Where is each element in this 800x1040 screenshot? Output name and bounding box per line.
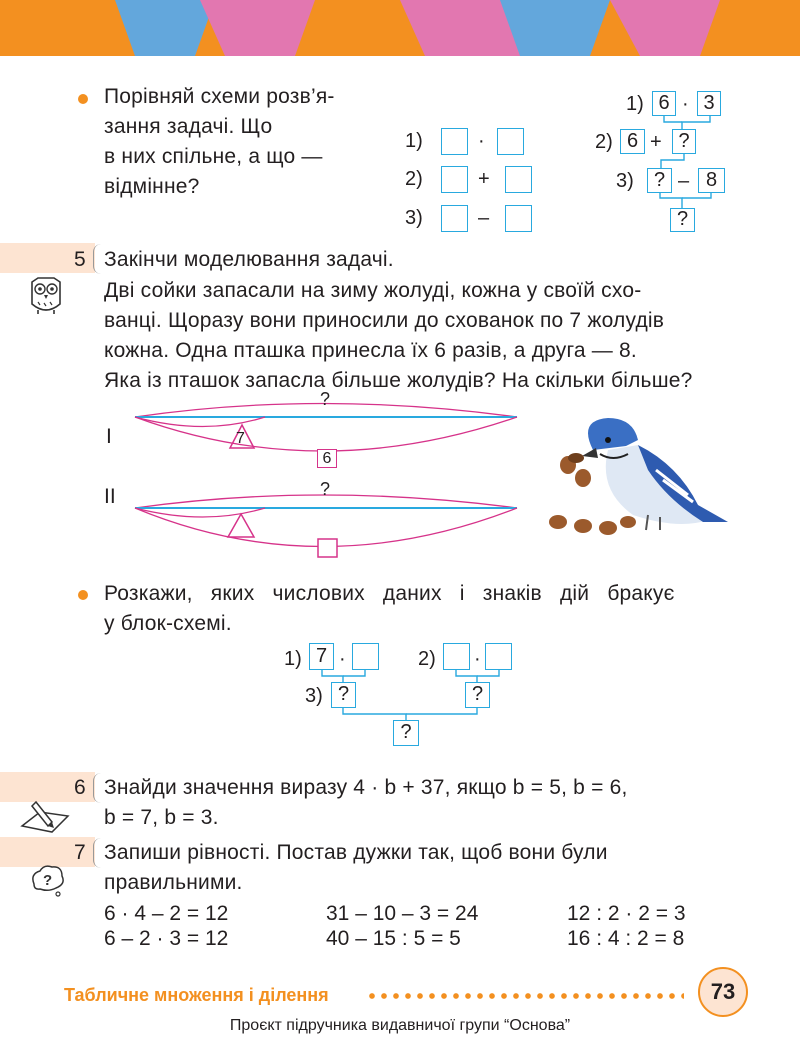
- text-line: зання задачі. Що: [104, 115, 273, 138]
- segment-model-diagram: [125, 390, 525, 565]
- text-line: в них спільне, а що —: [104, 145, 323, 168]
- task-number: 6: [74, 776, 86, 799]
- scheme-label: 1): [626, 93, 644, 115]
- scheme-connectors: [600, 110, 740, 210]
- operator-sign: –: [478, 207, 490, 229]
- task-bracket: [93, 838, 102, 868]
- empty-box: [441, 205, 468, 232]
- text-line: b = 7, b = 3.: [104, 806, 219, 829]
- result-box: ?: [393, 720, 419, 746]
- empty-box: [485, 643, 512, 670]
- text-line: Порівняй схеми розв’я-: [104, 85, 335, 108]
- scheme-label: 2): [595, 131, 613, 153]
- empty-box: [443, 643, 470, 670]
- text-line: у блок-схемі.: [104, 612, 232, 635]
- model-row-label: I: [106, 425, 112, 448]
- text-line: правильними.: [104, 871, 243, 894]
- value-box: 6: [620, 129, 645, 154]
- operator-sign: +: [478, 168, 490, 190]
- scheme-label: 1): [405, 130, 423, 152]
- value-box: 8: [698, 168, 725, 193]
- model-question-mark: ?: [320, 479, 331, 499]
- section-title: Табличне множення і ділення: [64, 985, 329, 1005]
- text-line: Дві сойки запасали на зиму жолуді, кожна у своїй схо-: [104, 279, 642, 302]
- empty-box: [352, 643, 379, 670]
- text-line: кожна. Одна пташка принесла їх 6 разів, а друга — 8.: [104, 339, 637, 362]
- equation: 31 – 10 – 3 = 24: [326, 902, 479, 925]
- svg-text:?: ?: [43, 872, 53, 889]
- model-question-mark: ?: [320, 389, 331, 409]
- tell-instruction: [104, 579, 744, 639]
- scheme-label: 2): [405, 168, 423, 190]
- value-box: 3: [697, 91, 721, 116]
- result-box: ?: [670, 208, 695, 232]
- text-line: Яка із пташок запасла більше жолудів? На скільки більше?: [104, 369, 693, 392]
- question-cloud-icon: [28, 862, 68, 900]
- task5-body: [104, 276, 744, 396]
- value-box: 7: [309, 643, 334, 670]
- empty-box: [505, 205, 532, 232]
- scheme-label: 3): [616, 170, 634, 192]
- model-row-label: II: [104, 485, 116, 508]
- model-box-value: 6: [317, 449, 337, 468]
- value-box: 6: [652, 91, 676, 116]
- empty-box: [497, 128, 524, 155]
- bullet-marker: [78, 94, 88, 104]
- scheme-label: 3): [305, 685, 323, 707]
- task-bracket: [93, 773, 102, 803]
- operator-sign: ·: [682, 93, 689, 115]
- bullet-marker: [78, 590, 88, 600]
- task-number: 7: [74, 841, 86, 864]
- task7-body: [104, 838, 744, 898]
- value-box: ?: [331, 682, 356, 708]
- task-bracket: [93, 244, 102, 274]
- operator-sign: +: [650, 131, 662, 153]
- equation: 16 : 4 : 2 = 8: [567, 927, 685, 950]
- scheme-label: 1): [284, 648, 302, 670]
- text-line: ванці. Щоразу вони приносили до схованок по 7 жолудів: [104, 309, 665, 332]
- empty-box: [441, 166, 468, 193]
- text-line: Розкажи, яких числових даних і знаків дій бракує: [104, 582, 675, 605]
- publisher-note: Проєкт підручника видавничої групи “Основа”: [229, 1017, 571, 1034]
- equation: 40 – 15 : 5 = 5: [326, 927, 461, 950]
- triangle-value: 7: [236, 430, 245, 447]
- scheme-connectors: [300, 668, 540, 723]
- value-box: ?: [672, 129, 696, 154]
- task-title: Закінчи моделювання задачі.: [104, 248, 394, 271]
- text-line: Запиши рівності. Постав дужки так, щоб вони були: [104, 841, 608, 864]
- page-number: 73: [698, 967, 748, 1017]
- value-box: ?: [465, 682, 490, 708]
- empty-box: [505, 166, 532, 193]
- operator-sign: ·: [474, 648, 481, 670]
- equation: 6 – 2 · 3 = 12: [104, 927, 229, 950]
- operator-sign: ·: [339, 648, 346, 670]
- top-decorative-band: [0, 0, 800, 60]
- blue-jay-illustration: [538, 410, 738, 540]
- task-number: 5: [74, 248, 86, 271]
- pencil-notebook-icon: [18, 796, 74, 836]
- compare-instruction: [104, 82, 404, 202]
- text-line: відмінне?: [104, 175, 200, 198]
- text-line: Знайди значення виразу 4 · b + 37, якщо b = 5, b = 6,: [104, 776, 628, 799]
- dotted-leader: [366, 991, 684, 1001]
- operator-sign: ·: [478, 130, 485, 152]
- task6-body: [104, 773, 744, 833]
- empty-box: [441, 128, 468, 155]
- operator-sign: –: [678, 170, 690, 192]
- equation: 12 : 2 · 2 = 3: [567, 902, 686, 925]
- scheme-label: 2): [418, 648, 436, 670]
- value-box: ?: [647, 168, 672, 193]
- equation: 6 · 4 – 2 = 12: [104, 902, 229, 925]
- owl-icon: [26, 274, 66, 316]
- scheme-label: 3): [405, 207, 423, 229]
